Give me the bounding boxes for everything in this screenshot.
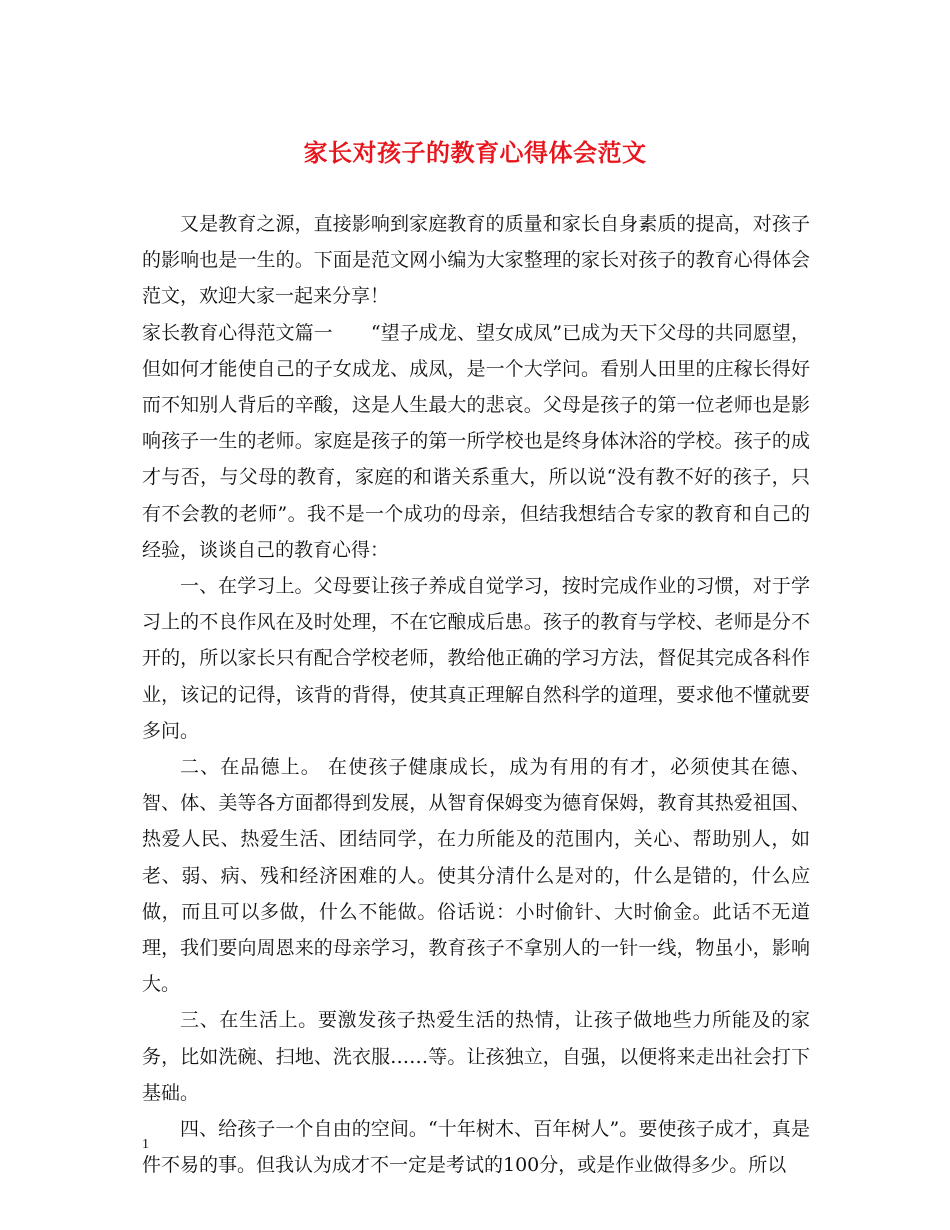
paragraph-freedom: 四、给孩子一个自由的空间。“十年树木、百年树人”。要使孩子成才，真是件不易的事。但我认为成才不一定是考试的100分，或是作业做得多少。所以	[142, 1118, 810, 1177]
paragraph-essay-one: 家长教育心得范文篇一 “望子成龙、望女成凤”已成为天下父母的共同愿望，但如何才能使自己的子女成龙、成凤，是一个大学问。看别人田里的庄稼长得好而不知别人背后的辛酸，这是人生最大的悲哀。父母是孩子的第一位老师也是影响孩子一生的老师。家庭是孩子的第一所学校也是终身体沐浴的学校。孩子的成才与否，与父母的教育，家庭的和谐关系重大，所以说“没有教不好的孩子，只有不会教的老师”。我不是一个成功的母亲，但结我想结合专家的教育和自己的经验，谈谈自己的教育心得：	[142, 321, 810, 561]
paragraph-intro: 又是教育之源，直接影响到家庭教育的质量和家长自身素质的提高，对孩子的影响也是一生的。下面是范文网小编为大家整理的家长对孩子的教育心得体会范文，欢迎大家一起来分享！	[142, 213, 810, 308]
paragraph-morality: 二、在品德上。 在使孩子健康成长，成为有用的有才，必须使其在德、智、体、美等各方面都得到发展，从智育保姆变为德育保姆，教育其热爱祖国、热爱人民、热爱生活、团结同学，在力所能及的范围内，关心、帮助别人，如老、弱、病、残和经济困难的人。使其分清什么是对的，什么是错的，什么应做，而且可以多做，什么不能做。俗话说：小时偷针、大时偷金。此话不无道理，我们要向周恩来的母亲学习，教育孩子不拿别人的一针一线，物虽小，影响大。	[142, 756, 810, 996]
document-body	[142, 206, 810, 1183]
paragraph-life: 三、在生活上。要激发孩子热爱生活的热情，让孩子做地些力所能及的家务，比如洗碗、扫地、洗衣服……等。让孩独立，自强，以便将来走出社会打下基础。	[142, 1009, 810, 1104]
page-number: 1	[142, 1137, 149, 1152]
paragraph-study: 一、在学习上。父母要让孩子养成自觉学习，按时完成作业的习惯，对于学习上的不良作风在及时处理，不在它酿成后患。孩子的教育与学校、老师是分不开的，所以家长只有配合学校老师，教给他正确的学习方法，督促其完成各科作业，该记的记得，该背的背得，使其真正理解自然科学的道理，要求他不懂就要多问。	[142, 575, 810, 742]
document-title: 家长对孩子的教育心得体会范文	[303, 138, 647, 167]
